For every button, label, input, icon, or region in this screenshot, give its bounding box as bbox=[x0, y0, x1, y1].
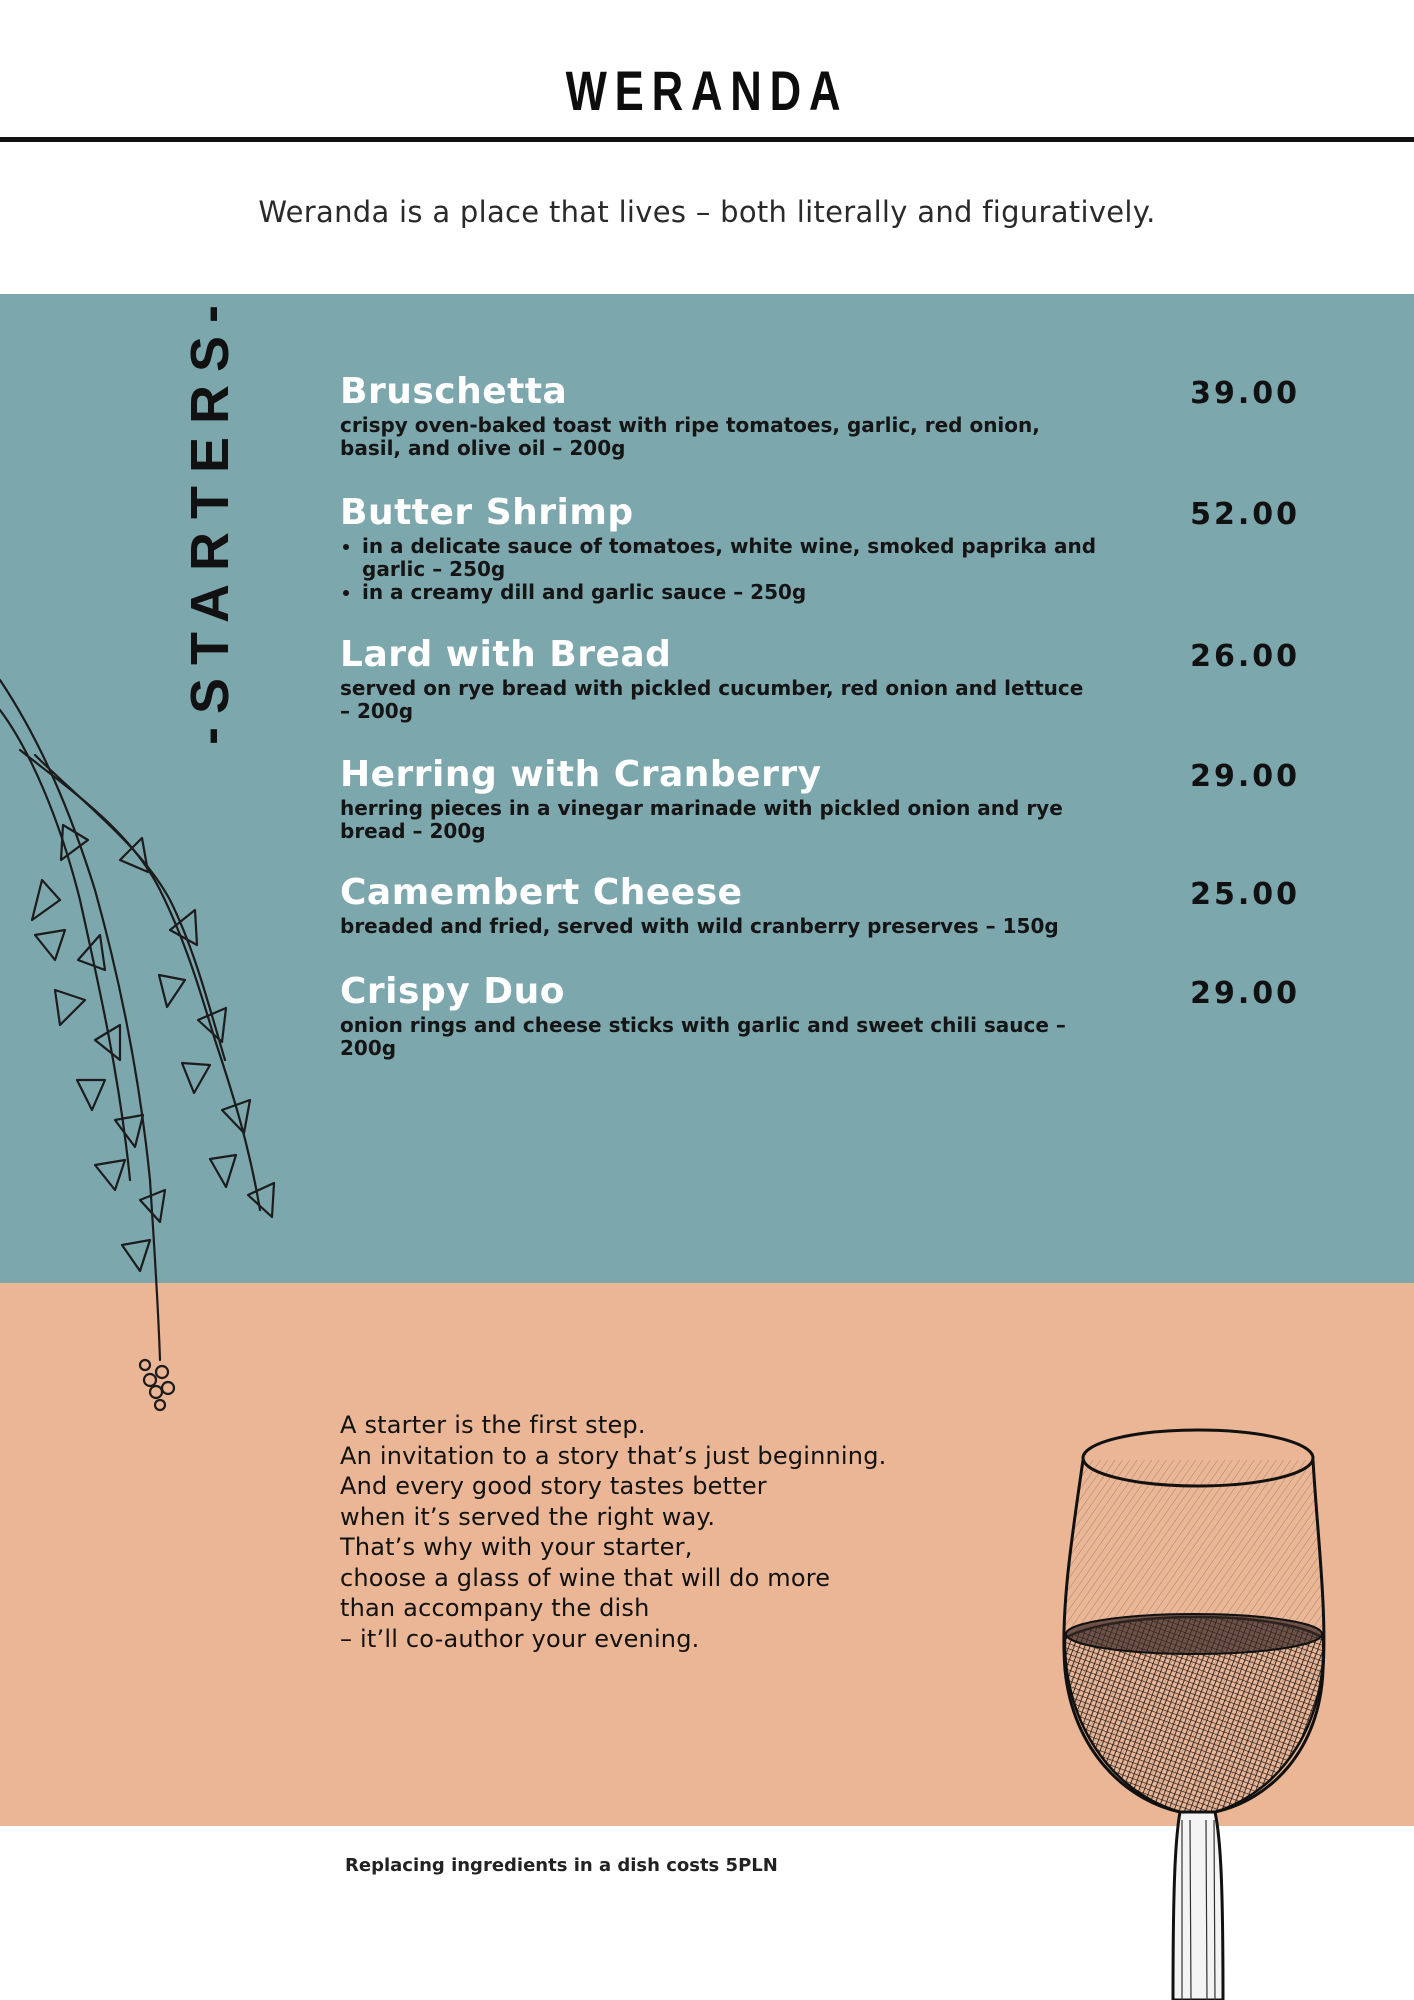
note-line: choose a glass of wine that will do more bbox=[340, 1563, 831, 1592]
menu-item bbox=[340, 972, 1300, 1060]
menu-item bbox=[340, 873, 1300, 938]
olive-branch-illustration bbox=[0, 660, 300, 1420]
header-divider bbox=[0, 137, 1414, 142]
note-line: when it’s served the right way. bbox=[340, 1502, 716, 1531]
wine-glass-illustration bbox=[1055, 1420, 1340, 2000]
wine-note bbox=[340, 1410, 1040, 1654]
item-option: • in a delicate sauce of tomatoes, white wine, smoked paprika and garlic – 250g bbox=[362, 535, 1122, 581]
item-options-list bbox=[340, 535, 1122, 604]
menu-item bbox=[340, 372, 1300, 460]
menu-item bbox=[340, 635, 1300, 723]
note-line: And every good story tastes better bbox=[340, 1472, 767, 1500]
note-line: That’s why with your starter, bbox=[340, 1533, 693, 1561]
item-price: 29.00 bbox=[1190, 759, 1300, 794]
section-title-starters: -STARTERS- bbox=[180, 292, 240, 745]
item-name: Herring with Cranberry bbox=[340, 754, 822, 795]
menu-header bbox=[0, 0, 1414, 145]
brand-name: WERANDA bbox=[565, 59, 849, 122]
item-description: crispy oven-baked toast with ripe tomatoes, garlic, red onion, basil, and olive oil – 200g bbox=[340, 413, 1040, 460]
item-price: 26.00 bbox=[1190, 639, 1300, 674]
note-line: – it’ll co-author your evening. bbox=[340, 1624, 700, 1653]
note-line: A starter is the first step. bbox=[340, 1411, 646, 1439]
item-price: 52.00 bbox=[1190, 497, 1300, 532]
item-name: Bruschetta bbox=[340, 371, 568, 412]
footer-note: Replacing ingredients in a dish costs 5PLN bbox=[345, 1855, 778, 1876]
item-price: 29.00 bbox=[1190, 976, 1300, 1011]
item-name: Lard with Bread bbox=[340, 634, 672, 675]
item-description: herring pieces in a vinegar marinade with pickled onion and rye bread – 200g bbox=[340, 796, 1063, 843]
note-line: than accompany the dish bbox=[340, 1594, 650, 1622]
menu-item bbox=[340, 493, 1300, 604]
item-description: served on rye bread with pickled cucumber, red onion and lettuce – 200g bbox=[340, 676, 1084, 723]
item-description: breaded and fried, served with wild cranberry preserves – 150g bbox=[340, 914, 1059, 938]
item-price: 25.00 bbox=[1190, 877, 1300, 912]
item-name: Camembert Cheese bbox=[340, 872, 743, 913]
note-line: An invitation to a story that’s just beginning. bbox=[340, 1441, 887, 1470]
item-description: onion rings and cheese sticks with garlic and sweet chili sauce – 200g bbox=[340, 1013, 1066, 1060]
item-price: 39.00 bbox=[1190, 376, 1300, 411]
tagline: Weranda is a place that lives – both literally and figuratively. bbox=[258, 195, 1156, 229]
item-name: Crispy Duo bbox=[340, 971, 565, 1012]
item-option: • in a creamy dill and garlic sauce – 250g bbox=[362, 581, 1122, 604]
item-name: Butter Shrimp bbox=[340, 492, 634, 533]
menu-item bbox=[340, 755, 1300, 843]
